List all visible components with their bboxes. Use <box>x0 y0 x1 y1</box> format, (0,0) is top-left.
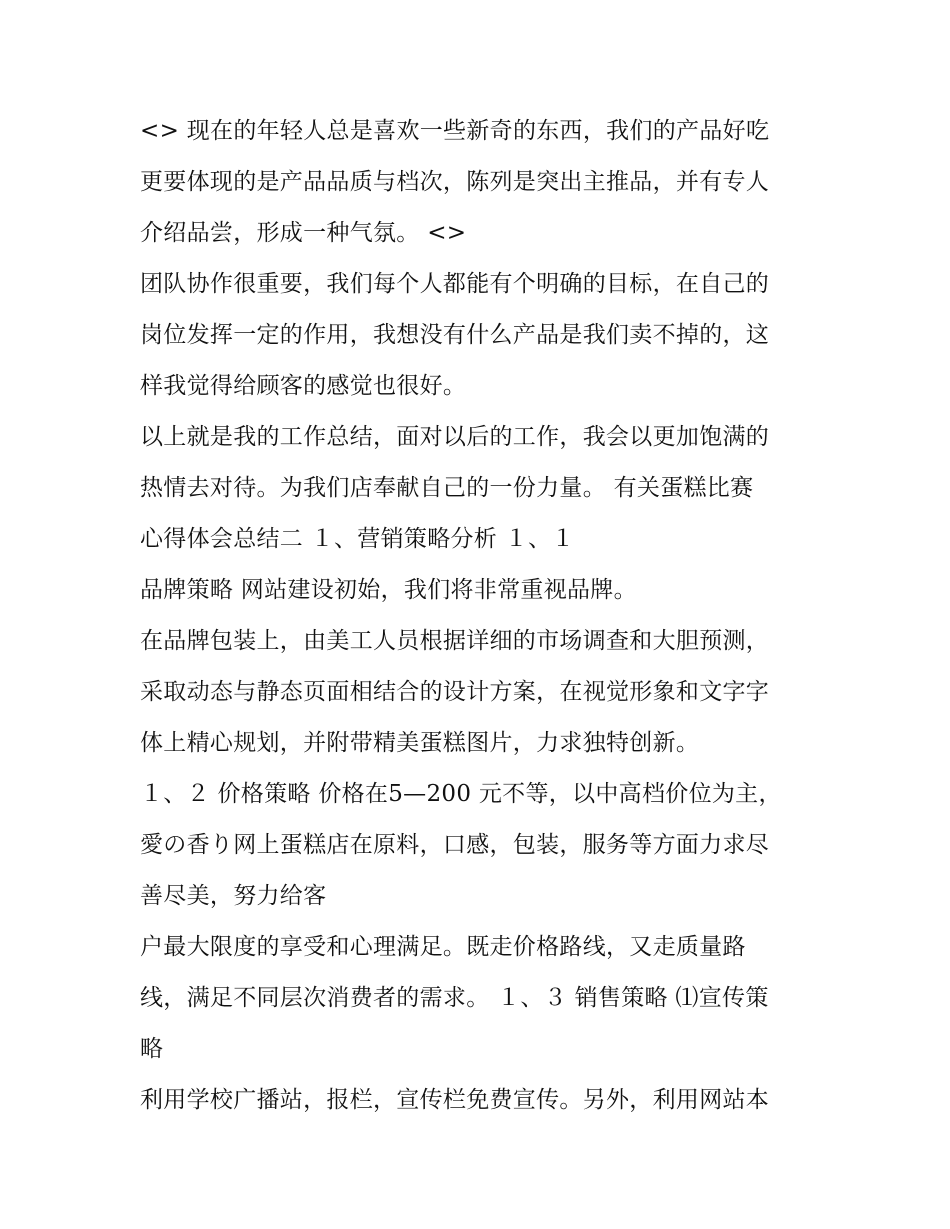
text-line: 愛の香り网上蛋糕店在原料，口感，包装，服务等方面力求尽 <box>140 832 770 858</box>
text-line: 采取动态与静态页面相结合的设计方案，在视觉形象和文字字 <box>140 679 770 705</box>
text-line: <> 现在的年轻人总是喜欢一些新奇的东西，我们的产品好吃 <box>140 118 770 144</box>
text-line: 略 <box>140 1036 164 1062</box>
text-line: 品牌策略 网站建设初始，我们将非常重视品牌。 <box>140 577 637 603</box>
text-line: 团队协作很重要，我们每个人都能有个明确的目标，在自己的 <box>140 271 770 297</box>
text-line: 善尽美，努力给客 <box>140 883 327 909</box>
document-body <box>140 106 830 1126</box>
text-line: 在品牌包装上，由美工人员根据详细的市场调查和大胆预测， <box>140 628 770 654</box>
text-line: 线，满足不同层次消费者的需求。 １、３ 销售策略 ⑴宣传策 <box>140 985 769 1011</box>
text-line: 以上就是我的工作总结，面对以后的工作，我会以更加饱满的 <box>140 424 770 450</box>
text-line: 样我觉得给顾客的感觉也很好。 <box>140 373 467 399</box>
text-line: 热情去对待。为我们店奉献自己的一份力量。 有关蛋糕比赛 <box>140 475 754 501</box>
text-line: 体上精心规划，并附带精美蛋糕图片，力求独特创新。 <box>140 730 700 756</box>
text-line: １、２ 价格策略 价格在5—200 元不等，以中高档价位为主， <box>140 781 782 807</box>
text-line: 户最大限度的享受和心理满足。既走价格路线，又走质量路 <box>140 934 746 960</box>
text-line: 岗位发挥一定的作用，我想没有什么产品是我们卖不掉的，这 <box>140 322 770 348</box>
text-line: 利用学校广播站，报栏，宣传栏免费宣传。另外，利用网站本 <box>140 1087 770 1113</box>
text-line: 介绍品尝，形成一种气氛。 <> <box>140 220 467 246</box>
text-line: 心得体会总结二 １、营销策略分析 １、１ <box>140 526 575 552</box>
text-line: 更要体现的是产品品质与档次，陈列是突出主推品，并有专人 <box>140 169 770 195</box>
